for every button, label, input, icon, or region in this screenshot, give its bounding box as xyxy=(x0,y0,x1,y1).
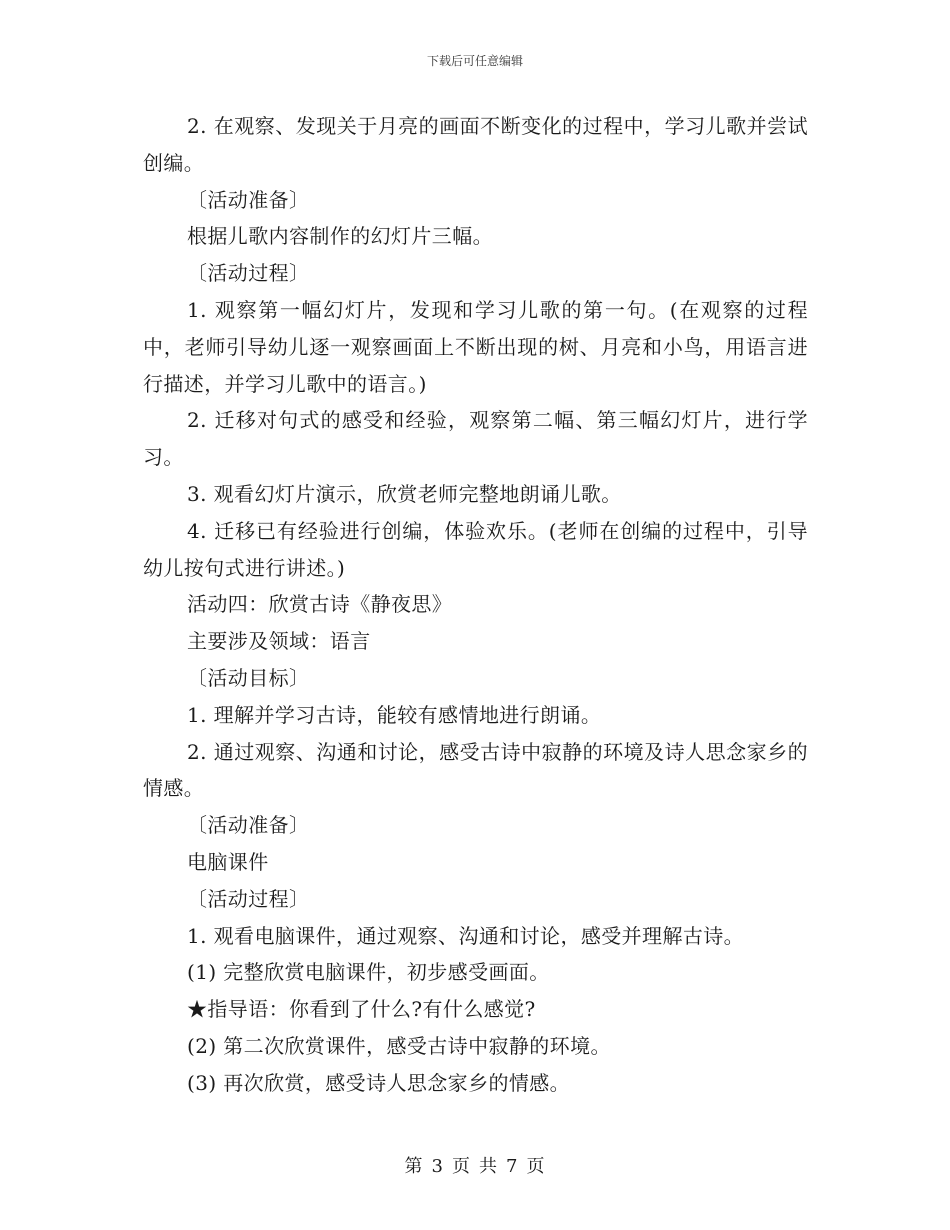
footer-mid: 页 xyxy=(452,1156,471,1177)
heading-goals: 〔活动目标〕 xyxy=(187,665,310,690)
paragraph-substep-3: (3) 再次欣赏，感受诗人思念家乡的情感。 xyxy=(187,1070,571,1095)
heading-process-2: 〔活动过程〕 xyxy=(187,886,310,911)
paragraph-substep-2: (2) 第二次欣赏课件，感受古诗中寂静的环境。 xyxy=(187,1033,611,1058)
heading-preparation: 〔活动准备〕 xyxy=(187,187,310,212)
paragraph-step-2: 2. 迁移对句式的感受和经验，观察第二幅、第三幅幻灯片，进行学习。 xyxy=(143,408,808,470)
paragraph-preparation-2: 电脑课件 xyxy=(187,849,269,874)
footer-suffix: 页 xyxy=(526,1156,546,1177)
paragraph-goal-a: 1. 理解并学习古诗，能较有感情地进行朗诵。 xyxy=(187,702,602,727)
paragraph-guide: ★指导语：你看到了什么?有什么感觉? xyxy=(187,997,536,1022)
paragraph-goal-b: 2. 通过观察、沟通和讨论，感受古诗中寂静的环境及诗人思念家乡的情感。 xyxy=(143,739,808,801)
document-body xyxy=(143,108,808,1102)
paragraph-domain: 主要涉及领域：语言 xyxy=(187,629,371,654)
page-footer xyxy=(0,1152,950,1178)
paragraph-substep-1: (1) 完整欣赏电脑课件，初步感受画面。 xyxy=(187,960,550,985)
current-page-number: 3 xyxy=(431,1156,444,1177)
paragraph-process-step-1: 1. 观看电脑课件，通过观察、沟通和讨论，感受并理解古诗。 xyxy=(187,923,745,948)
paragraph-preparation: 根据儿歌内容制作的幻灯片三幅。 xyxy=(187,224,493,249)
paragraph-goal-2: 2. 在观察、发现关于月亮的画面不断变化的过程中，学习儿歌并尝试创编。 xyxy=(143,114,808,175)
heading-activity-4: 活动四：欣赏古诗《静夜思》 xyxy=(187,592,453,617)
header-note: 下载后可任意编辑 xyxy=(426,54,523,68)
footer-total-prefix: 共 xyxy=(479,1156,498,1177)
paragraph-step-1: 1. 观察第一幅幻灯片，发现和学习儿歌的第一句。(在观察的过程中，老师引导幼儿逐一观察画面上不断出现的树、月亮和小鸟，用语言进行描述，并学习儿歌中的语言。) xyxy=(143,297,808,396)
heading-process: 〔活动过程〕 xyxy=(187,261,310,286)
paragraph-step-4: 4. 迁移已有经验进行创编，体验欢乐。(老师在创编的过程中，引导幼儿按句式进行讲述。) xyxy=(143,518,808,580)
footer-prefix: 第 xyxy=(404,1156,424,1177)
total-pages-number: 7 xyxy=(506,1156,519,1177)
paragraph-step-3: 3. 观看幻灯片演示，欣赏老师完整地朗诵儿歌。 xyxy=(187,481,622,506)
heading-preparation-2: 〔活动准备〕 xyxy=(187,813,310,838)
